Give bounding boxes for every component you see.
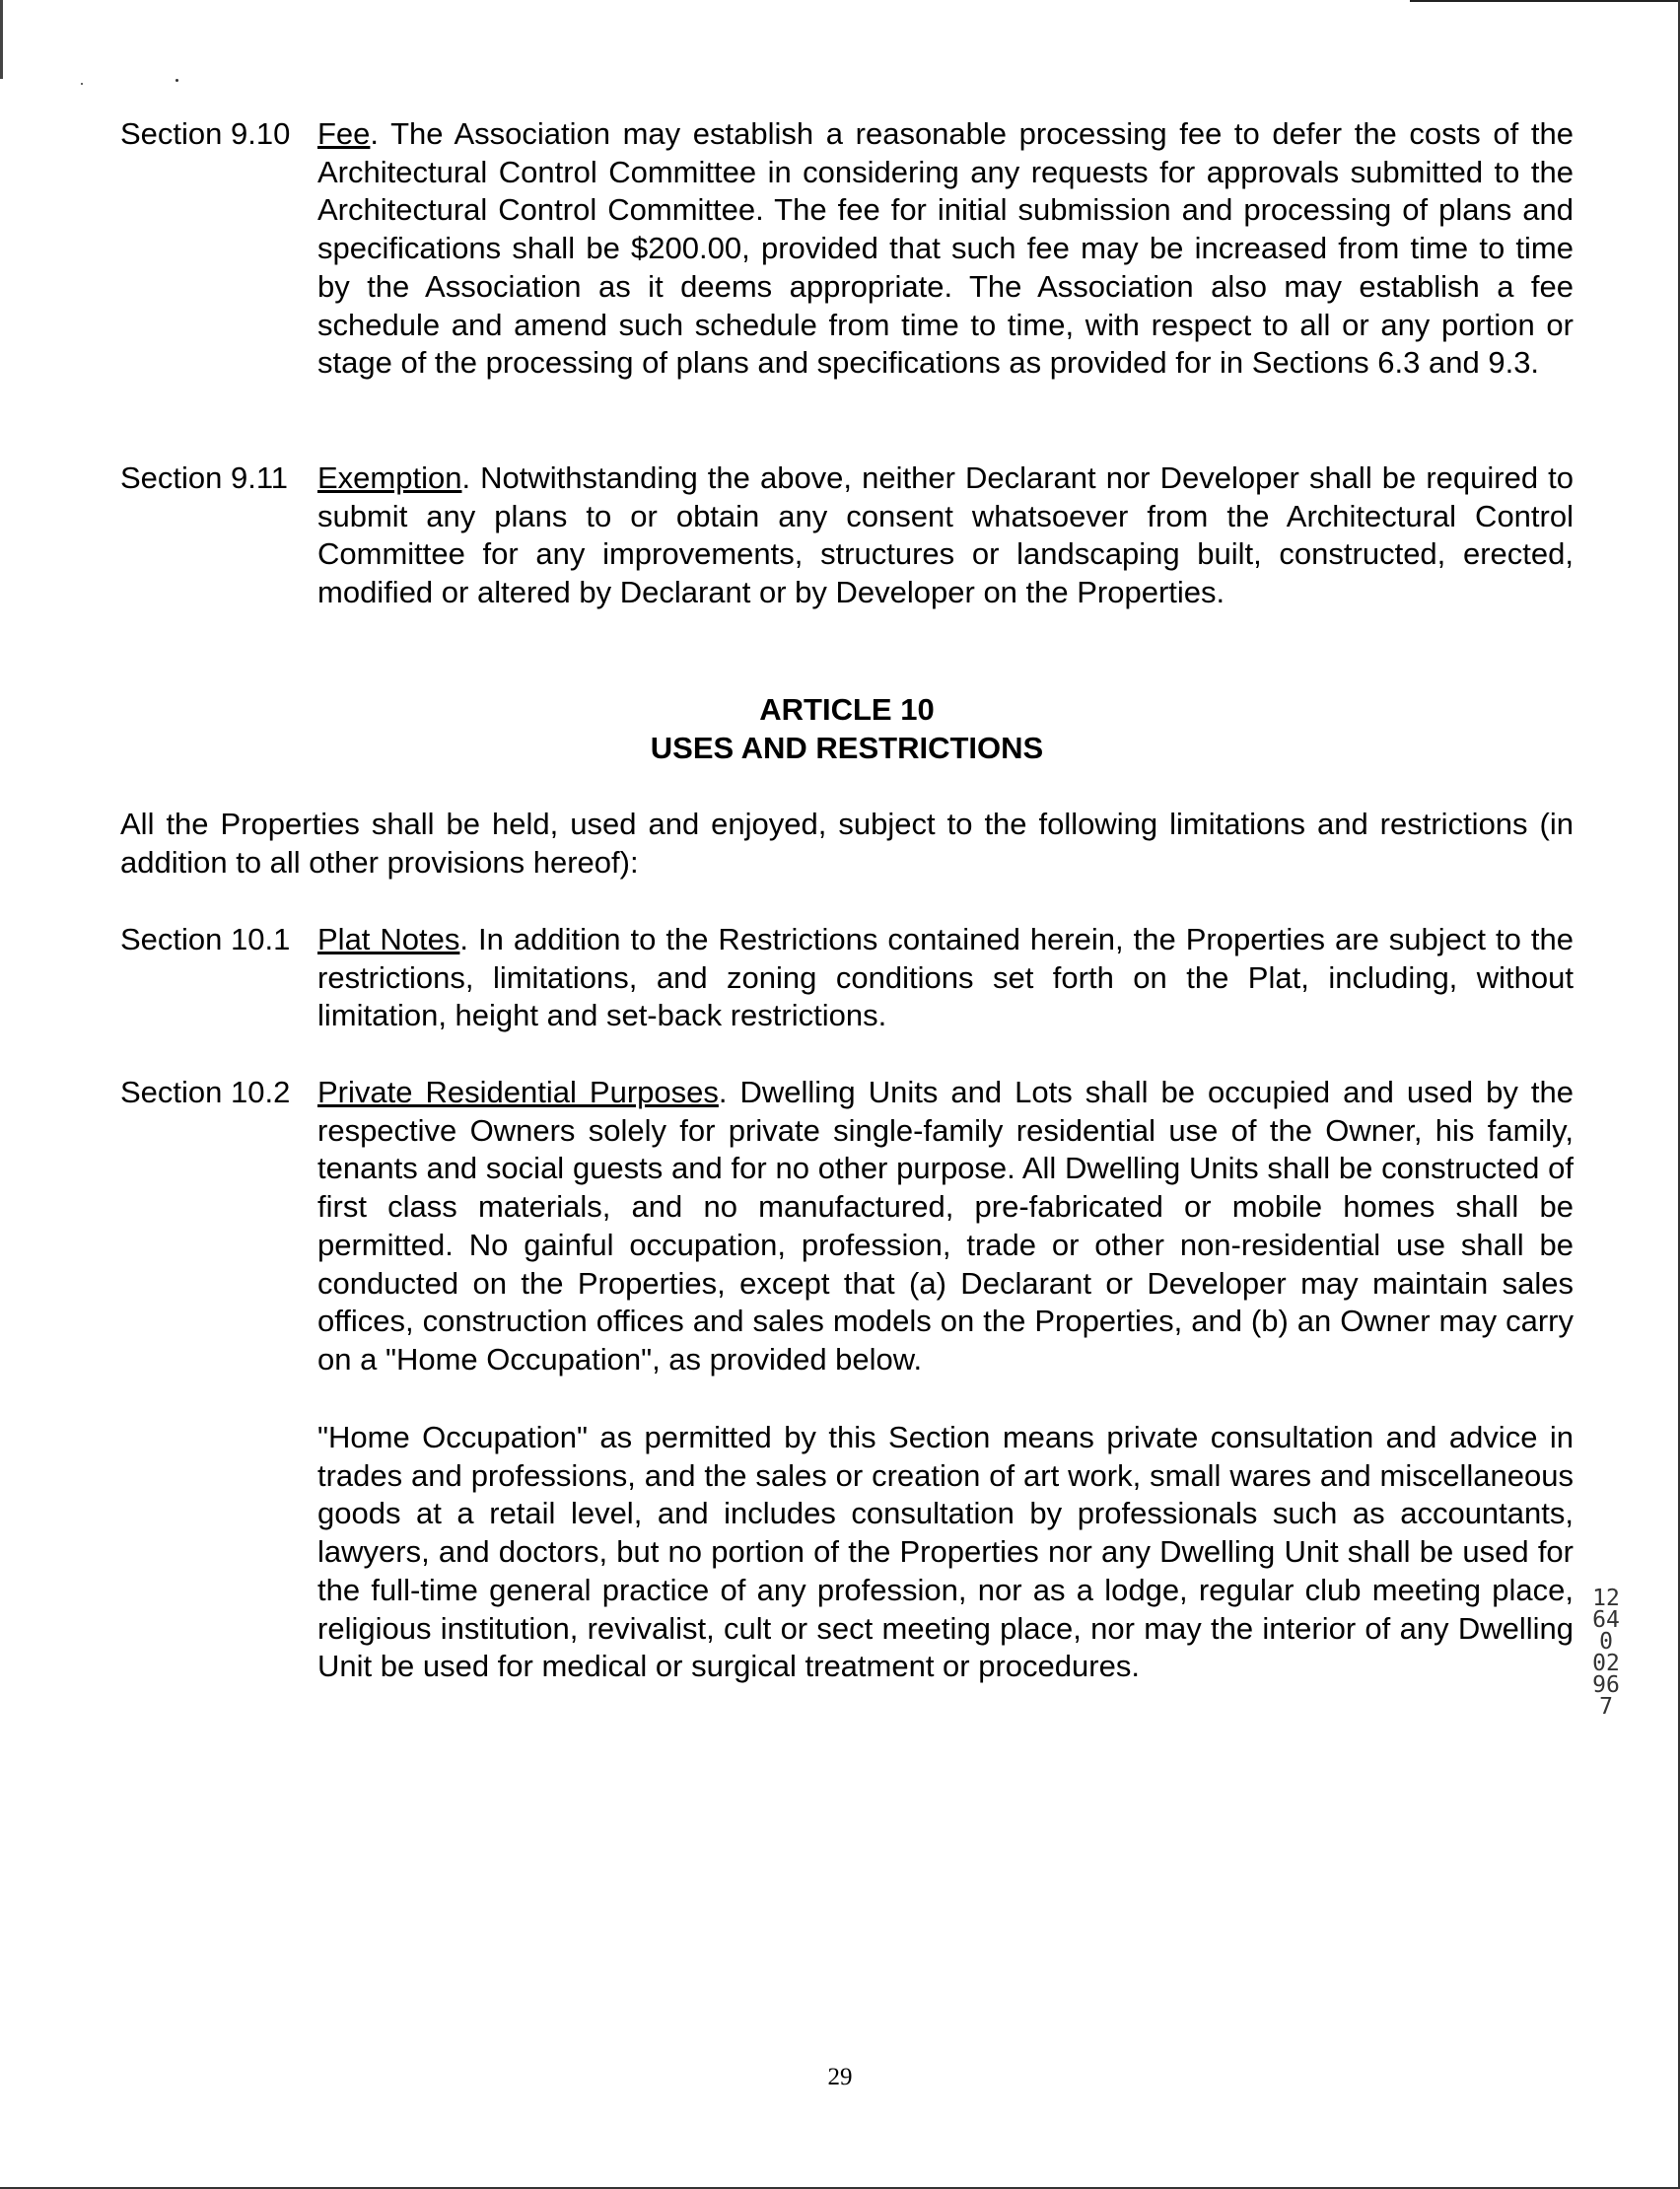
page-number: 29 (827, 2064, 853, 2090)
section-text: . Dwelling Units and Lots shall be occupied and used by the respective Owners solely for private single-family residential use of the Owner, his family, tenants and social guests and for no other purpose. All Dwelling Units shall be constructed of first class materials, and no manufactured, pre-fabricated or mobile homes shall be permitted. No gainful occupation, profession, trade or other non-residential use shall be conducted on the Properties, except that (a) Declarant or Developer may maintain sales offices, construction offices and sales models on the Properties, and (b) an Owner may carry on a "Home Occupation", as provided below. (317, 1075, 1574, 1377)
article-subheading: USES AND RESTRICTIONS (650, 731, 1044, 765)
section-number: Section 9.10 (120, 116, 291, 151)
section-10-2 (120, 1074, 1574, 1379)
section-body (317, 921, 1574, 1035)
section-body (317, 459, 1574, 612)
section-number: Section 9.11 (120, 460, 289, 495)
section-9-10 (120, 115, 1574, 383)
section-title: Plat Notes (317, 922, 460, 956)
section-body (317, 1074, 1574, 1379)
section-number: Section 10.2 (120, 1075, 291, 1109)
scan-edge-left (0, 0, 3, 79)
margin-record-stamp: 12640 02967 (1592, 1586, 1620, 1720)
section-text: . Notwithstanding the above, neither Declarant nor Developer shall be required to submit any plans to or obtain any consent whatsoever from the Architectural Control Committee for any improvements, structures or landscaping built, constructed, erected, modified or altered by Declarant or by Developer on the Properties. (317, 460, 1574, 610)
home-occupation-paragraph: "Home Occupation" as permitted by this Section means private consultation and advice in trades and professions, and the sales or creation of art work, small wares and miscellaneous goods at a retail level, and includes consultation by professionals such as accountants, lawyers, and doctors, but no portion of the Properties nor any Dwelling Unit shall be used for the full-time general practice of any profession, nor as a lodge, regular club meeting place, religious institution, revivalist, cult or sect meeting place, nor may the interior of any Dwelling Unit be used for medical or surgical treatment or procedures. (317, 1420, 1574, 1684)
scan-speck (81, 83, 83, 85)
section-title: Exemption (317, 460, 462, 495)
scan-edge-top (1410, 0, 1680, 2)
section-text: . The Association may establish a reasonable processing fee to defer the costs of the Architectural Control Committee in considering any requests for approvals submitted to the Architectural Control Committee. The fee for initial submission and processing of plans and specifications shall be $200.00, provided that such fee may be increased from time to time by the Association as it deems appropriate. The Association also may establish a fee schedule and amend such schedule from time to time, with respect to all or any portion or stage of the processing of plans and specifications as provided for in Sections 6.3 and 9.3. (317, 116, 1574, 381)
section-9-11 (120, 459, 1574, 612)
article-heading: ARTICLE 10 (759, 692, 935, 727)
section-10-1 (120, 921, 1574, 1035)
scan-speck (175, 79, 178, 82)
article-intro: All the Properties shall be held, used and enjoyed, subject to the following limitations and restrictions (in addition to all other provisions hereof): (120, 807, 1574, 880)
section-number: Section 10.1 (120, 922, 291, 956)
section-title: Private Residential Purposes (317, 1075, 719, 1109)
section-body (317, 115, 1574, 383)
section-text: . In addition to the Restrictions contained herein, the Properties are subject to the restrictions, limitations, and zoning conditions set forth on the Plat, including, without limitation, height and set-back restrictions. (317, 922, 1574, 1033)
section-title: Fee (317, 116, 371, 151)
